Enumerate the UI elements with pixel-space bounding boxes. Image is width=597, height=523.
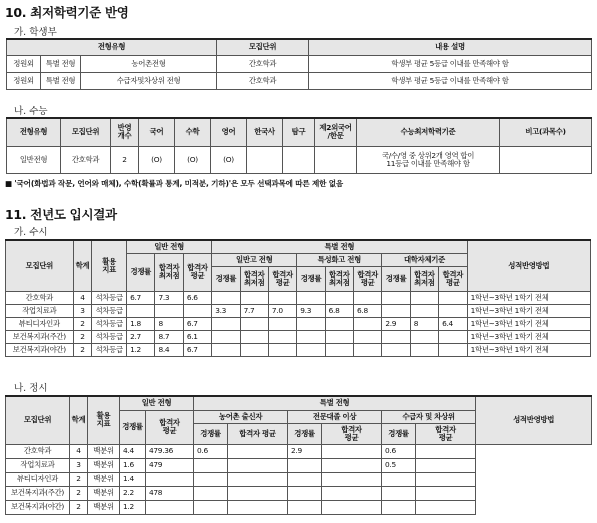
table-row: 작업치료과 3 석차등급 3.3 7.7 7.0 9.3 6.8 6.8 1학년~3학년 1학기 전체 (6, 304, 591, 317)
table-row: 보건복지과(주간) 2 석차등급 2.7 8.7 6.1 1학년~3학년 1학기 전체 (6, 330, 591, 343)
table-row: 정원외 특별 전형 농어촌전형 간호학과 학생부 평균 5등급 이내를 만족해야 함 (7, 55, 592, 72)
table-row: 일반전형 간호학과 2 (O) (O) (O) 국/수/영 중 상위2개 영역 합이 11등급 이내를 만족해야 함 (7, 146, 592, 173)
header-desc: 내용 설명 (309, 39, 592, 55)
table-row: 뷰티디자인과 2 백분위 1.4 (6, 472, 592, 486)
table-row: 정원외 특별 전형 수급자및차상위 전형 간호학과 학생부 평균 5등급 이내를 만족해야 함 (7, 72, 592, 89)
table-row: 간호학과 4 석차등급 6.7 7.3 6.6 1학년~3학년 1학기 전체 (6, 291, 591, 304)
section-11-sub-na: 나. 정시 (14, 383, 48, 394)
section-11-title: 11. 전년도 입시결과 (5, 207, 117, 222)
table-row: 보건복지과(야간) 2 석차등급 1.2 8.4 6.7 1학년~3학년 1학기 전체 (6, 343, 591, 356)
table-row: 작업치료과 3 백분위 1.6 479 0.5 (6, 458, 592, 472)
table-early-admission-results: 모집단위 학계 활용 지표 일반 전형 특별 전형 성적반영방법 경쟁률 합격자 최저점 합격자 평균 일반고 전형 특성화고 전형 대학자체기준 경쟁률 합격자 최저점 합격자 평균 경쟁률 합격자 최저점 합격자 평균 경쟁률 합격자 최저점 합격자 평균 간호학과 4 석차등급 6.7 7.3 6.6 1학년~3학년 1학기 전체 작업치료과 3 석차등급 3.3 7.7 7.0 9.3 6.8 6.8 1학년~3학년 1학기 전체 뷰티디자인과 2 석차등급 1.8 8 6.7 2.9 8 6.4 1학년~3학년 1학기 전체 보건복지과(주간) 2 석차등급 2.7 8.7 6.1 1학년~3학년 1학기 전체 보건복지과(야간) 2 석차등급 1.2 8.4 6.7 1학년~3학년 1학기 전체 (5, 239, 591, 357)
table-csat-criteria: 전형유형 모집단위 반영 개수 국어 수학 영어 한국사 탐구 제2외국어 /한문 수능최저학력기준 비고(과목수) 일반전형 간호학과 2 (O) (O) (O) 국/수/영 중 상위2개 영역 합이 11등급 이내를 만족해야 함 (6, 117, 592, 174)
csat-note: ■ '국어(화법과 작문, 언어와 매체), 수학(확률과 통계, 미적분, 기하)'은 모두 선택과목에 따른 제한 없음 (5, 179, 343, 188)
header-unit: 모집단위 (217, 39, 309, 55)
section-10-sub-na: 나. 수능 (14, 106, 48, 117)
header-type: 전형유형 (7, 39, 217, 55)
table-school-record-criteria (6, 38, 592, 90)
section-11-sub-ga: 가. 수시 (14, 227, 48, 238)
table-row: 간호학과 4 백분위 4.4 479.36 0.6 2.9 0.6 (6, 444, 592, 458)
table-row: 보건복지과(야간) 2 백분위 1.2 (6, 500, 592, 514)
section-10-title: 10. 최저학력기준 반영 (5, 5, 129, 20)
table-row: 보건복지과(주간) 2 백분위 2.2 478 (6, 486, 592, 500)
section-10-sub-ga: 가. 학생부 (14, 27, 57, 38)
table-regular-admission-results: 모집단위 학계 활용 지표 일반 전형 특별 전형 성적반영방법 경쟁률 합격자 평균 농어촌 출신자 전문대졸 이상 수급자 및 차상위 경쟁률 합격자 평균 경쟁률 합격자 평균 경쟁률 합격자 평균 간호학과 4 백분위 4.4 479.36 0.6 2.9 0.6 작업치료과 3 백분위 1.6 479 0.5 뷰티디자인과 2 백분위 1.4 보건복지과(주간) 2 백분위 2.2 478 보건복지과(야간) 2 백분위 1.2 (5, 395, 592, 515)
table-row: 뷰티디자인과 2 석차등급 1.8 8 6.7 2.9 8 6.4 1학년~3학년 1학기 전체 (6, 317, 591, 330)
